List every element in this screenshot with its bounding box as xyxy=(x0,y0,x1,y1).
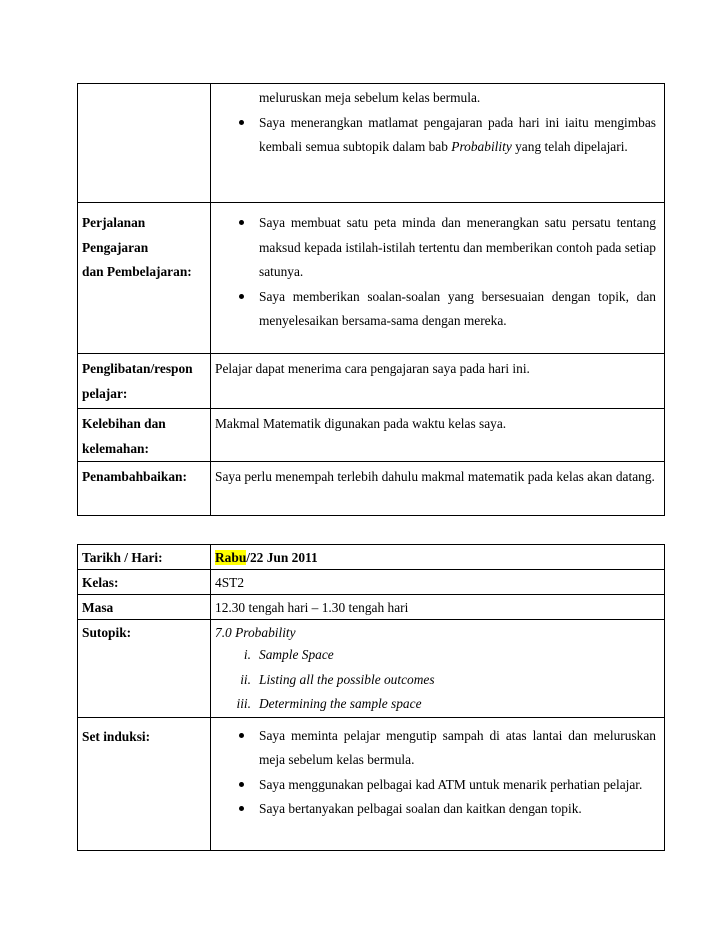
value-cell: Pelajar dapat menerima cara pengajaran saya pada hari ini. xyxy=(211,354,665,409)
label-masa: Masa xyxy=(78,595,211,620)
list-item: Saya menggunakan pelbagai kad ATM untuk menarik perhatian pelajar. xyxy=(215,773,656,798)
table-row xyxy=(78,84,665,203)
value-cell xyxy=(211,717,665,850)
list-item: i. Sample Space xyxy=(243,647,334,662)
label-perjalanan: Perjalanan Pengajaran dan Pembelajaran: xyxy=(78,203,211,354)
list-item: Saya bertanyakan pelbagai soalan dan kaitkan dengan topik. xyxy=(215,797,656,822)
bullet-icon xyxy=(239,120,244,125)
bullet-icon xyxy=(239,806,244,811)
label-sutopik: Sutopik: xyxy=(78,620,211,718)
list-item: Saya meminta pelajar mengutip sampah di atas lantai dan meluruskan meja sebelum kelas bermula. xyxy=(215,724,656,773)
list-item: Saya memberikan soalan-soalan yang bersesuaian dengan topik, dan menyelesaikan bersama-sama dengan mereka. xyxy=(215,285,656,334)
date-text: /22 Jun 2011 xyxy=(246,550,318,565)
continuation-text: meluruskan meja sebelum kelas bermula. xyxy=(259,90,481,105)
label-penambahbaikan: Penambahbaikan: xyxy=(78,462,211,516)
table-row xyxy=(78,717,665,850)
lesson-table-1 xyxy=(77,83,665,516)
table-row xyxy=(78,545,665,570)
bullet-icon xyxy=(239,733,244,738)
label-kelebihan: Kelebihan dan kelemahan: xyxy=(78,409,211,462)
topic-title: 7.0 Probability xyxy=(215,625,296,640)
value-cell xyxy=(211,203,665,354)
lesson-table-2 xyxy=(77,544,665,851)
bullet-icon xyxy=(239,782,244,787)
table-row xyxy=(78,462,665,516)
value-cell: 12.30 tengah hari – 1.30 tengah hari xyxy=(211,595,665,620)
empty-label-cell xyxy=(78,84,211,203)
table-row xyxy=(78,620,665,718)
list-item: Saya menerangkan matlamat pengajaran pada hari ini iaitu mengimbas kembali semua subtopik dalam bab Probability yang telah dipelajari. xyxy=(215,111,656,160)
value-cell: Makmal Matematik digunakan pada waktu kelas saya. xyxy=(211,409,665,462)
value-cell: Saya perlu menempah terlebih dahulu makmal matematik pada kelas akan datang. xyxy=(211,462,665,516)
table-row xyxy=(78,354,665,409)
label-set-induksi: Set induksi: xyxy=(78,717,211,850)
value-cell xyxy=(211,84,665,203)
table-row xyxy=(78,570,665,595)
bullet-icon xyxy=(239,220,244,225)
bullet-icon xyxy=(239,294,244,299)
value-cell xyxy=(211,620,665,718)
list-item: Saya membuat satu peta minda dan menerangkan satu persatu tentang maksud kepada istilah-istilah tertentu dan memberikan contoh pada setiap satunya. xyxy=(215,211,656,285)
label-tarikh: Tarikh / Hari: xyxy=(78,545,211,570)
label-penglibatan: Penglibatan/respon pelajar: xyxy=(78,354,211,409)
label-kelas: Kelas: xyxy=(78,570,211,595)
table-row xyxy=(78,409,665,462)
value-cell xyxy=(211,545,665,570)
value-cell: 4ST2 xyxy=(211,570,665,595)
list-item: ii. Listing all the possible outcomes xyxy=(240,671,435,687)
highlighted-day: Rabu xyxy=(215,550,247,565)
table-row xyxy=(78,595,665,620)
table-row xyxy=(78,203,665,354)
list-item: iii. Determining the sample space xyxy=(236,696,422,711)
